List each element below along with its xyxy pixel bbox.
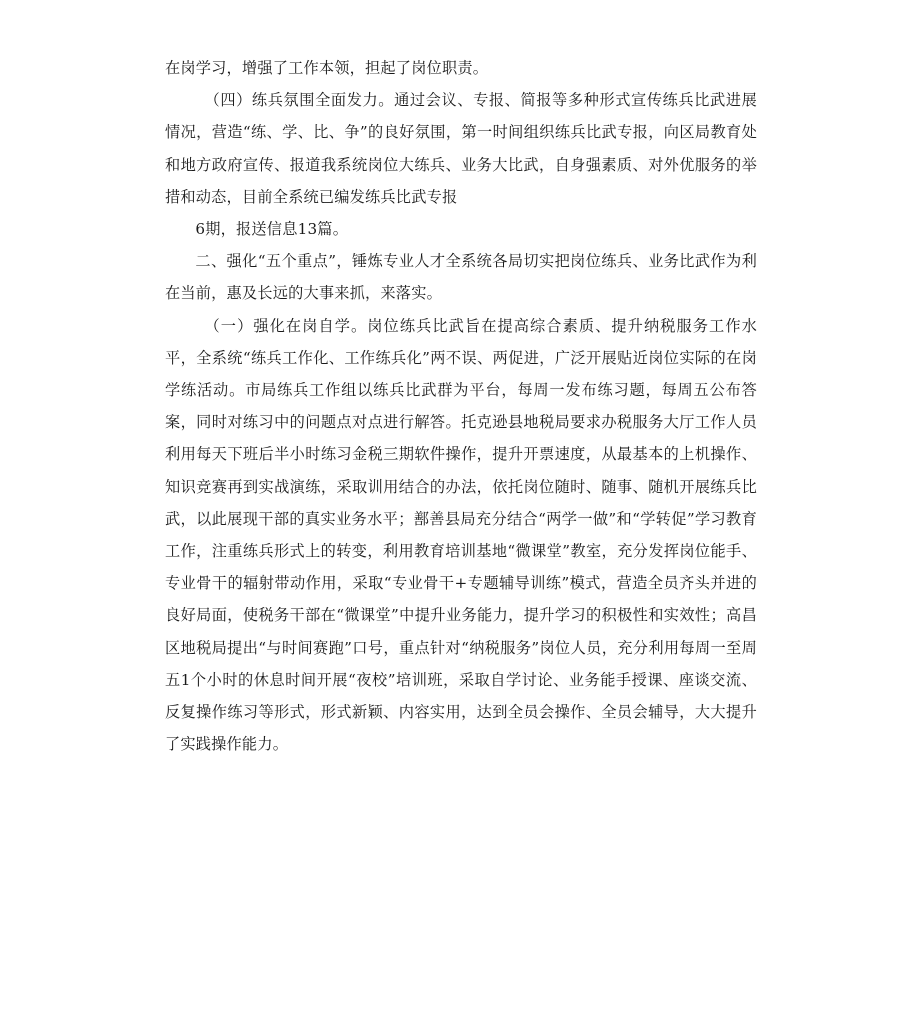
paragraph-heading-two: 二、强化“五个重点”，锤炼专业人才全系统各局切实把岗位练兵、业务比武作为利在当前，惠及长远的大事来抓，来落实。: [165, 252, 757, 303]
paragraph-report-count: 6期，报送信息13篇。: [195, 220, 349, 239]
paragraph-section-1: （一）强化在岗自学。岗位练兵比武旨在提高综合素质、提升纳税服务工作水平，全系统“练兵工作化、工作练兵化”两不误、两促进，广泛开展贴近岗位实际的在岗学练活动。市局练兵工作组以练兵比武群为平台，每周一发布练习题，每周五公布答案，同时对练习中的问题点对点进行解答。托克逊县地税局要求办税服务大厅工作人员利用每天下班后半小时练习金税三期软件操作，提升开票速度，从最基本的上机操作、知识竞赛再到实战演练，采取训用结合的办法，依托岗位随时、随事、随机开展练兵比武，以此展现干部的真实业务水平；鄯善县局充分结合“两学一做”和“学转促”学习教育工作，注重练兵形式上的转变，利用教育培训基地“微课堂”教室，充分发挥岗位能手、专业骨干的辐射带动作用，采取“专业骨干+专题辅导训练”模式，营造全员齐头并进的良好局面，使税务干部在“微课堂”中提升业务能力，提升学习的积极性和实效性；高昌区地税局提出“与时间赛跑”口号，重点针对“纳税服务”岗位人员，充分利用每周一至周五1个小时的休息时间开展“夜校”培训班，采取自学讨论、业务能手授课、座谈交流、反复操作练习等形式，形式新颖、内容实用，达到全员会操作、全员会辅导，大大提升了实践操作能力。: [165, 316, 757, 754]
document-body: [165, 52, 757, 760]
paragraph-continuation: 在岗学习，增强了工作本领，担起了岗位职责。: [165, 59, 489, 77]
paragraph-section-4: （四）练兵氛围全面发力。通过会议、专报、简报等多种形式宣传练兵比武进展情况，营造“练、学、比、争”的良好氛围，第一时间组织练兵比武专报，向区局教育处和地方政府宣传、报道我系统岗位大练兵、业务大比武，自身强素质、对外优服务的举措和动态，目前全系统已编发练兵比武专报: [165, 91, 757, 206]
